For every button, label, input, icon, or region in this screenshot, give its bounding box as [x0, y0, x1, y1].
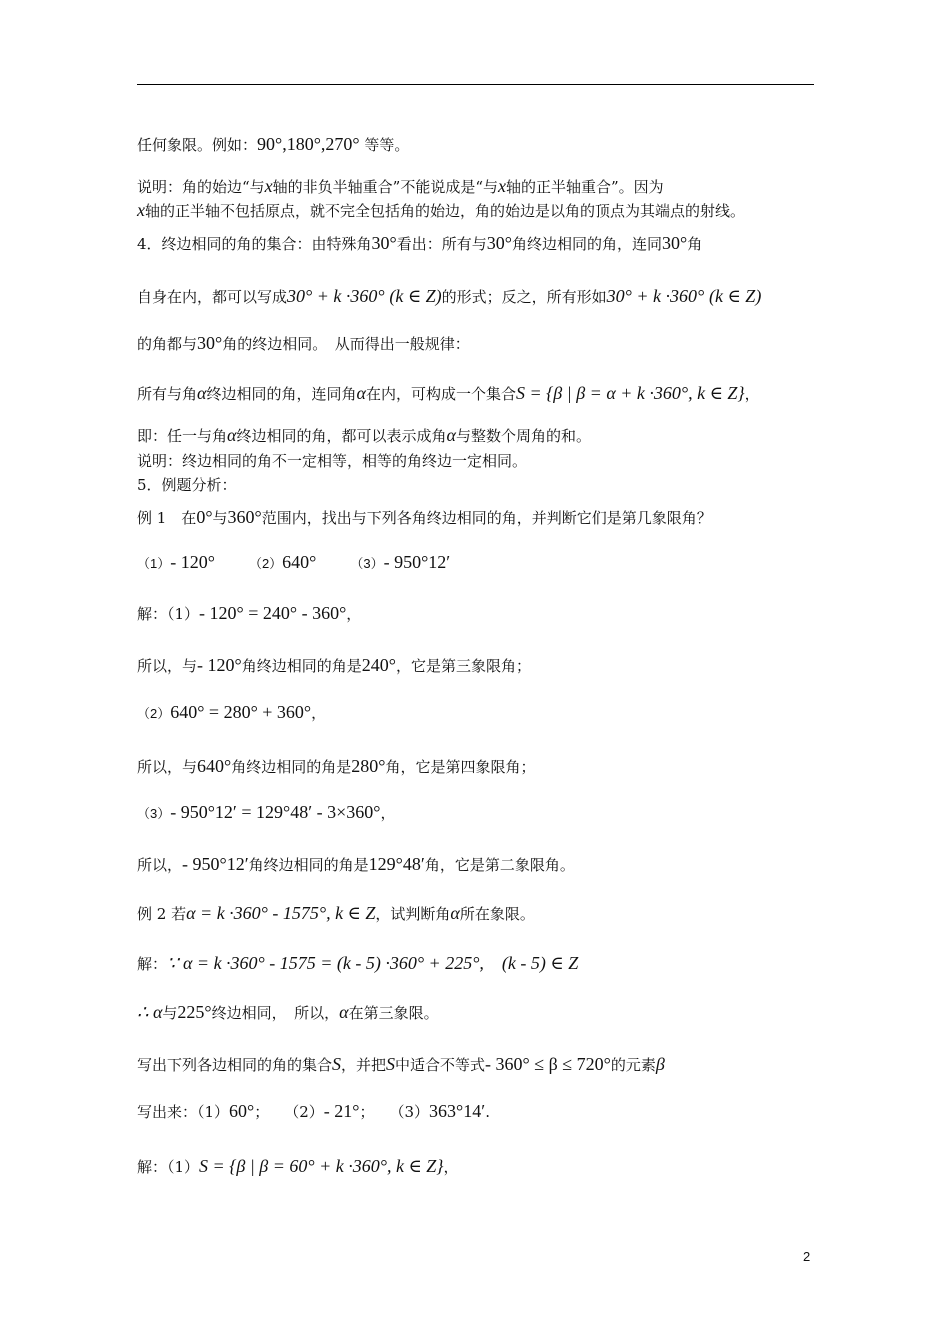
text-line: 所以，与- 120°角终边相同的角是240°，它是第三象限角；	[137, 655, 531, 675]
text-line: 解：（1）- 120° = 240° - 360°，	[137, 603, 362, 623]
text-line: 说明：终边相同的角不一定相等，相等的角终边一定相同。	[137, 452, 528, 470]
page-number: 2	[803, 1249, 811, 1264]
text-line: （3）- 950°12′ = 129°48′ - 3×360°，	[137, 802, 396, 822]
text-line: 任何象限。例如：90°,180°,270° 等等。	[137, 134, 410, 154]
text-line: （2）640° = 280° + 360°，	[137, 702, 327, 722]
text-line: 解：∵ α = k ·360° - 1575 = (k - 5) ·360° + 225°, (k - 5) ∈ Z	[137, 953, 579, 973]
text-line: 4．终边相同的角的集合：由特殊角30°看出：所有与30°角终边相同的角，连同30°角	[137, 233, 703, 253]
text-line: 5．例题分析：	[137, 476, 237, 494]
text-line: x轴的正半轴不包括原点，就不完全包括角的始边，角的始边是以角的顶点为其端点的射线。	[137, 200, 746, 220]
text-line: 例 2 若α = k ·360° - 1575°, k ∈ Z，试判断角α所在象限。	[137, 903, 535, 923]
text-line: 说明：角的始边“与x轴的非负半轴重合”不能说成是“与x轴的正半轴重合”。因为	[137, 176, 664, 196]
text-line: 所有与角α终边相同的角，连同角α在内，可构成一个集合S = {β | β = α + k ·360°, k ∈ Z}，	[137, 383, 760, 403]
header-rule	[137, 84, 814, 85]
text-line: 写出下列各边相同的角的集合S，并把S中适合不等式- 360° ≤ β ≤ 720°的元素β	[137, 1054, 665, 1074]
text-line: 解：（1）S = {β | β = 60° + k ·360°, k ∈ Z}，	[137, 1156, 459, 1176]
text-line: 所以，- 950°12′角终边相同的角是129°48′角，它是第二象限角。	[137, 854, 575, 874]
text-line: 即：任一与角α终边相同的角，都可以表示成角α与整数个周角的和。	[137, 425, 591, 445]
text-line: 例 1 在0°与360°范围内，找出与下列各角终边相同的角，并判断它们是第几象限角？	[137, 507, 712, 527]
text-line: 自身在内，都可以写成30° + k ·360° (k ∈ Z)的形式；反之，所有形如30° + k ·360° (k ∈ Z)	[137, 286, 762, 306]
text-line: （1）- 120° （2）640° （3）- 950°12′	[137, 552, 451, 572]
text-line: 的角都与30°角的终边相同。 从而得出一般规律：	[137, 333, 470, 353]
text-line: ∴ α与225°终边相同， 所以，α在第三象限。	[137, 1002, 439, 1022]
text-line: 所以，与640°角终边相同的角是280°角，它是第四象限角；	[137, 756, 536, 776]
text-line: 写出来：（1）60°； （2）- 21°； （3）363°14′.	[137, 1101, 490, 1121]
